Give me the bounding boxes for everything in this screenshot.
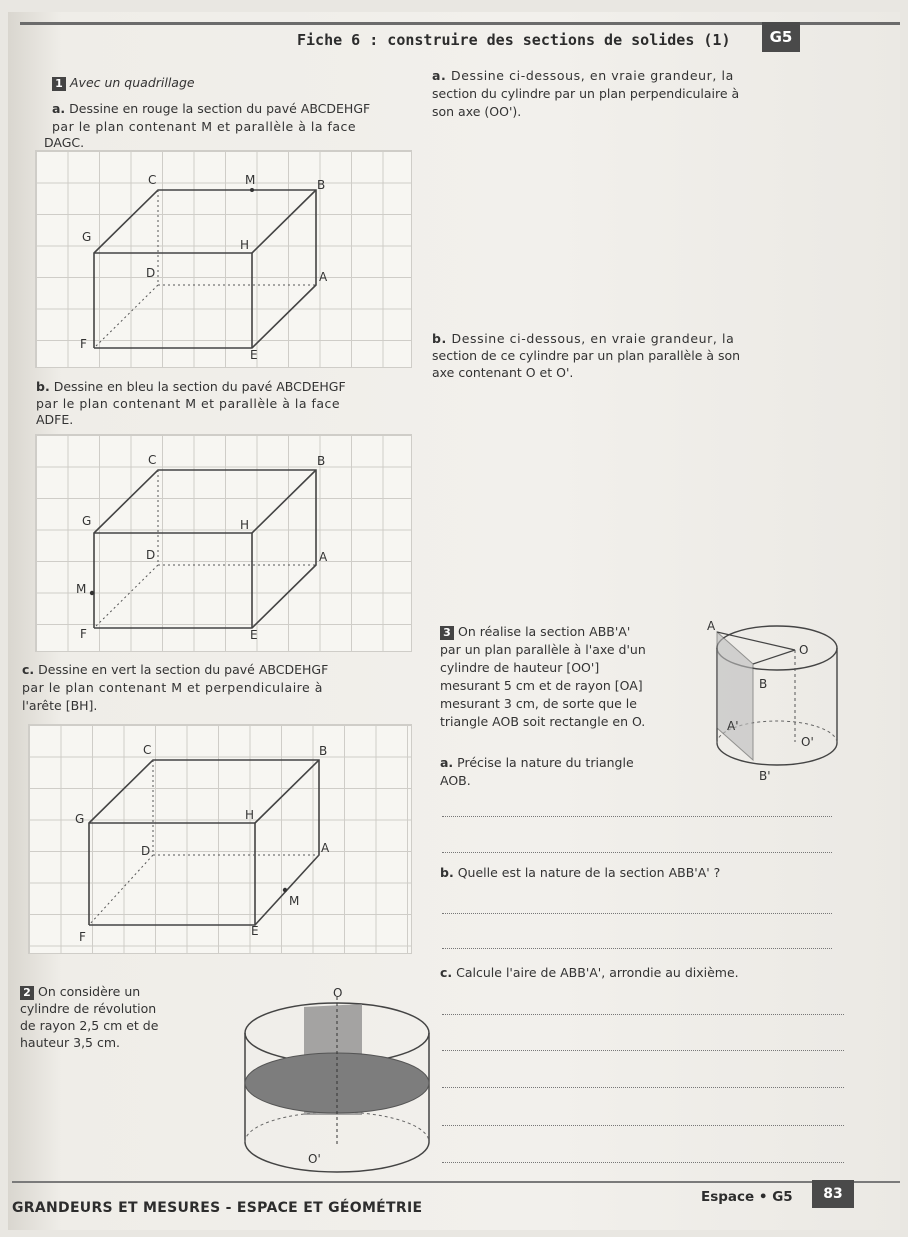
ex3-line4: mesurant 5 cm et de rayon [OA] [440,678,643,693]
label-a: A [707,619,716,633]
ex1-c-line3: l'arête [BH]. [22,698,98,713]
ex2-a-line2: section du cylindre par un plan perpendiculaire à [432,86,740,101]
label-o: O [799,643,809,657]
ex3-c: c. Calcule l'aire de ABB'A', arrondie au dixième. [440,965,739,980]
page-number: 83 [812,1180,854,1208]
ex2-line1: 2 On considère un [20,985,140,1000]
ex2-line4: hauteur 3,5 cm. [20,1035,121,1050]
label-o-prime: O' [308,1152,321,1166]
label-f: F [80,627,87,641]
chapter-badge: G5 [762,22,800,52]
ex1-c-line1: c. Dessine en vert la section du pavé ABCDEHGF [22,662,329,677]
ex1-a-line2: par le plan contenant M et parallèle à la face [52,119,357,134]
ex3-line5: mesurant 3 cm, de sorte que le [440,696,637,711]
ex2-b-line1: b. Dessine ci-dessous, en vraie grandeur, la [432,331,735,346]
label-g: G [75,812,85,826]
label-b-prime: B' [759,769,771,783]
label-b: B [317,178,326,192]
footer-section-title: GRANDEURS ET MESURES - ESPACE ET GÉOMÉTRIE [12,1200,423,1216]
page-title: Fiche 6 : construire des sections de solides (1) [297,31,731,49]
ex3-line2: par un plan parallèle à l'axe d'un [440,642,646,657]
ex3-a-line2: AOB. [440,773,471,788]
ex1-b-line3: ADFE. [36,412,74,427]
answer-line[interactable] [442,1050,844,1051]
cylinder-figure-2 [230,975,430,1175]
footer-rule [12,1181,900,1183]
label-a: A [319,550,328,564]
cuboid-figure-c [29,725,411,953]
ex3-b: b. Quelle est la nature de la section ABB'A' ? [440,865,721,880]
label-e: E [251,924,259,938]
label-f: F [80,337,87,351]
grid-figure-a [35,150,412,368]
ex1-intro: 1 Avec un quadrillage [52,76,195,91]
answer-line[interactable] [442,1014,844,1015]
label-m: M [245,173,256,187]
label-c: C [143,743,152,757]
answer-line[interactable] [442,1162,844,1163]
ex3-a-line1: a. Précise la nature du triangle [440,755,634,770]
answer-line[interactable] [442,852,832,853]
label-e: E [250,348,258,362]
label-b: B [319,744,328,758]
label-f: F [79,930,86,944]
label-a: A [321,841,330,855]
label-a: A [319,270,328,284]
answer-line[interactable] [442,913,832,914]
ex2-a-line3: son axe (OO'). [432,104,522,119]
cuboid-figure-a [36,151,411,367]
cuboid-figure-b [36,435,411,651]
footer-chapter: Espace • G5 [701,1189,793,1205]
label-b: B [317,454,326,468]
label-a-prime: A' [727,719,739,733]
ex3-line3: cylindre de hauteur [OO'] [440,660,600,675]
label-b: B [759,677,768,691]
label-d: D [141,844,151,858]
answer-line[interactable] [442,1087,844,1088]
ex2-b-line3: axe contenant O et O'. [432,365,574,380]
ex3-line1: 3 On réalise la section ABB'A' [440,625,630,640]
label-o-prime: O' [801,735,814,749]
label-d: D [146,548,156,562]
ex3-line6: triangle AOB soit rectangle en O. [440,714,646,729]
ex1-a-line1: a. Dessine en rouge la section du pavé ABCDEHGF [52,101,371,116]
label-h: H [240,518,250,532]
ex2-b-line2: section de ce cylindre par un plan parallèle à son [432,348,741,363]
cylinder-figure-3 [705,618,845,788]
answer-line[interactable] [442,948,832,949]
ex1-b-line2: par le plan contenant M et parallèle à la face [36,396,341,411]
ex2-a-line1: a. Dessine ci-dessous, en vraie grandeur, la [432,68,734,83]
ex1-number: 1 [52,77,66,91]
label-m: M [76,582,87,596]
label-m: M [289,894,300,908]
label-h: H [240,238,250,252]
label-c: C [148,453,157,467]
answer-line[interactable] [442,816,832,817]
label-d: D [146,266,156,280]
grid-figure-b [35,434,412,652]
label-c: C [148,173,157,187]
ex3-number: 3 [440,626,454,640]
grid-figure-c [28,724,412,954]
ex1-b-line1: b. Dessine en bleu la section du pavé ABCDEHGF [36,379,346,394]
ex1-c-line2: par le plan contenant M et perpendiculaire à [22,680,323,695]
ex2-number: 2 [20,986,34,1000]
label-o: O [333,986,343,1000]
label-g: G [82,514,92,528]
answer-line[interactable] [442,1125,844,1126]
ex1-a-line3: DAGC. [44,135,85,150]
ex2-line2: cylindre de révolution [20,1001,157,1016]
label-g: G [82,230,92,244]
label-h: H [245,808,255,822]
ex2-line3: de rayon 2,5 cm et de [20,1018,159,1033]
label-e: E [250,628,258,642]
